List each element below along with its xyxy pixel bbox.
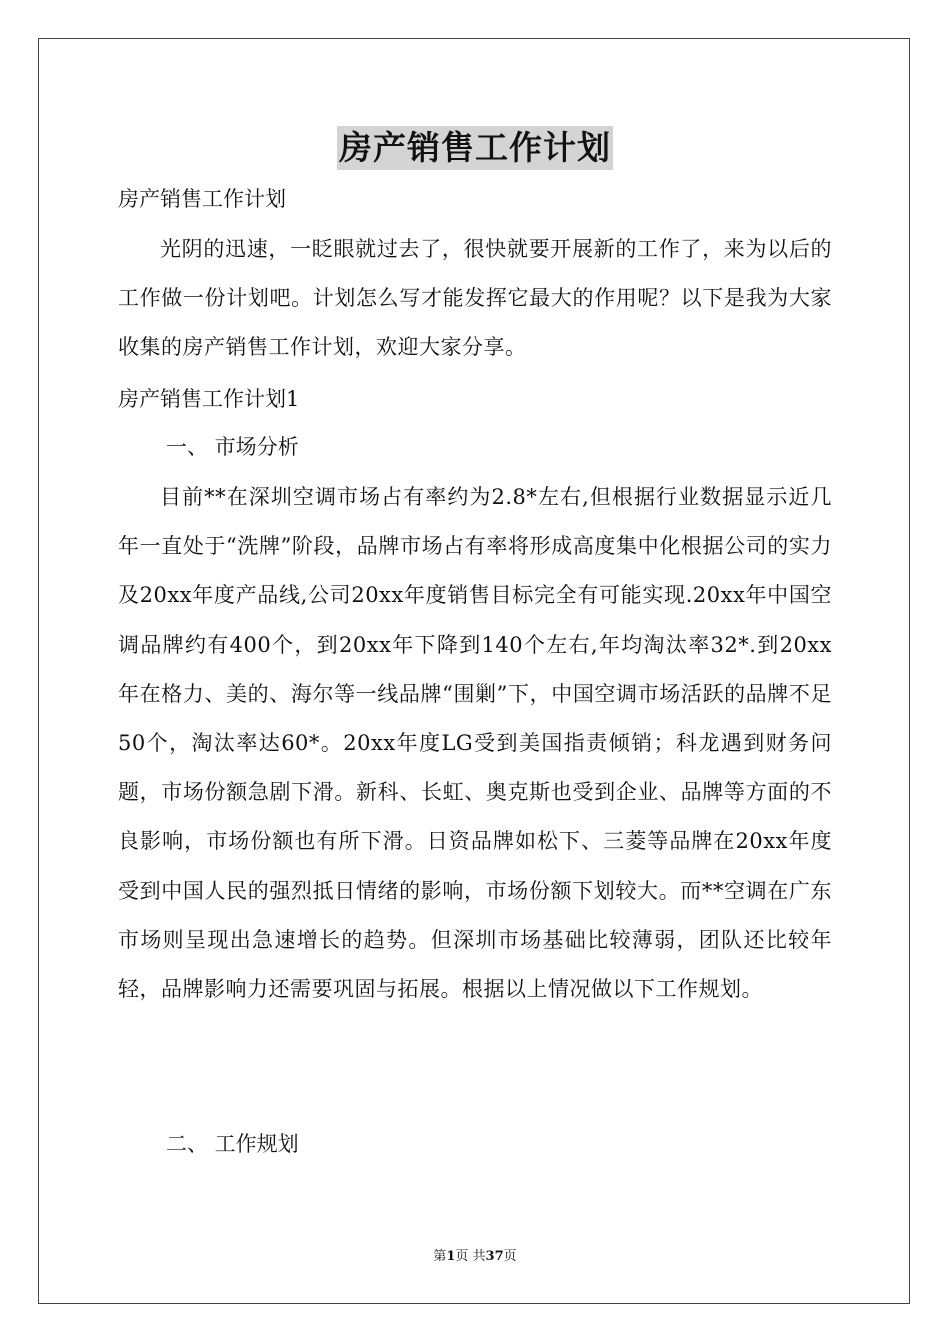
footer-suffix: 页	[503, 1249, 517, 1264]
heading-market-analysis: 一、 市场分析	[166, 435, 299, 459]
document-title: 房产销售工作计划	[337, 126, 613, 170]
section-title: 房产销售工作计划1	[118, 387, 300, 411]
title-container	[0, 126, 950, 170]
footer-mid: 页 共	[455, 1249, 486, 1264]
heading-work-plan: 二、 工作规划	[166, 1132, 299, 1156]
document-subtitle: 房产销售工作计划	[118, 187, 286, 211]
intro-paragraph: 光阴的迅速，一眨眼就过去了，很快就要开展新的工作了，来为以后的工作做一份计划吧。计划怎么写才能发挥它最大的作用呢？以下是我为大家收集的房产销售工作计划，欢迎大家分享。	[118, 237, 832, 360]
footer-total-pages: 37	[485, 1249, 504, 1264]
market-analysis-paragraph: 目前**在深圳空调市场占有率约为2.8*左右,但根据行业数据显示近几年一直处于“洗牌”阶段，品牌市场占有率将形成高度集中化根据公司的实力及20xx年度产品线,公司20xx年度销售目标完全有可能实现.20xx年中国空调品牌约有400个，到20xx年下降到140个左右,年均淘汰率32*.到20xx年在格力、美的、海尔等一线品牌“围剿”下，中国空调市场活跃的品牌不足50个，淘汰率达60*。20xx年度LG受到美国指责倾销；科龙遇到财务问题，市场份额急剧下滑。新科、长虹、奥克斯也受到企业、品牌等方面的不良影响，市场份额也有所下滑。日资品牌如松下、三菱等品牌在20xx年度受到中国人民的强烈抵日情绪的影响，市场份额下划较大。而**空调在广东市场则呈现出急速增长的趋势。但深圳市场基础比较薄弱，团队还比较年轻，品牌影响力还需要巩固与拓展。根据以上情况做以下工作规划。	[118, 485, 832, 1002]
page-footer	[0, 1248, 950, 1266]
footer-current-page: 1	[446, 1249, 456, 1264]
footer-prefix: 第	[433, 1249, 447, 1264]
